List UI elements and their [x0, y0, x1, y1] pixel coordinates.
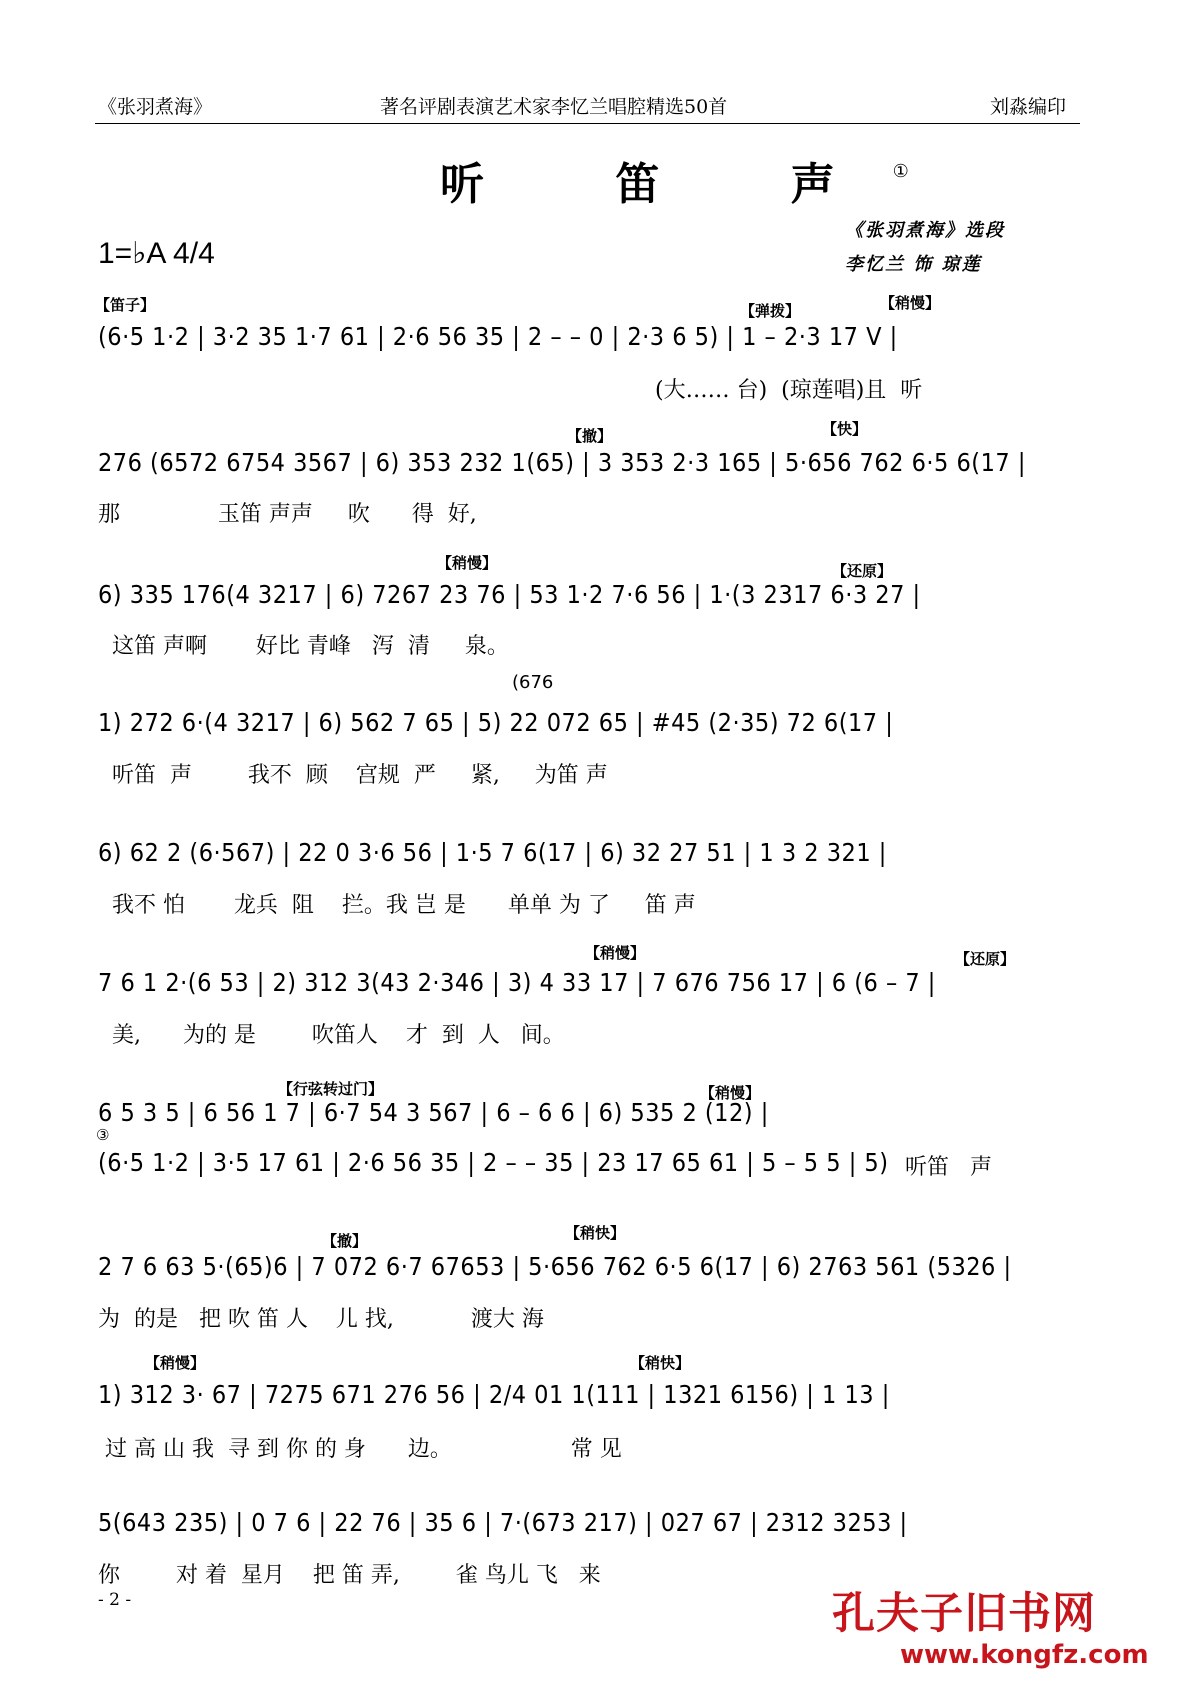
notation-line: 276 (6572 6754 3567 | 6) 353 232 1(65) | 3 353 2·3 165 | 5·656 762 6·5 6(17 | [98, 448, 1026, 477]
ornament-mark: (676 [512, 672, 554, 693]
tempo-mark: 【稍快】 [565, 1224, 626, 1242]
lyrics-line: (大…… 台) (琼莲唱)且 听 [655, 378, 923, 403]
tempo-mark: 【弹拨】 [740, 302, 801, 320]
watermark-url: www.kongfz.com [900, 1640, 1149, 1670]
notation-line: 6) 335 176(4 3217 | 6) 7267 23 76 | 53 1·2 7·6 56 | 1·(3 2317 6·3 27 | [98, 580, 921, 609]
header-right: 刘淼编印 [990, 96, 1067, 118]
header-left: 《张羽煮海》 [98, 96, 213, 118]
notation-line: 1) 272 6·(4 3217 | 6) 562 7 65 | 5) 22 072 65 | #45 (2·35) 72 6(17 | [98, 708, 894, 737]
source-line-1: 《张羽煮海》选段 [845, 220, 1005, 241]
notation-line: 2 7 6 63 5·(65)6 | 7 072 6·7 67653 | 5·656 762 6·5 6(17 | 6) 2763 561 (5326 | [98, 1252, 1012, 1281]
lyrics-line: 听笛 声 [905, 1155, 992, 1180]
title-footnote: ① [892, 161, 909, 182]
instrument-mark: 【笛子】 [95, 296, 156, 314]
lyrics-line: 那 玉笛 声声 吹 得 好, [98, 502, 477, 527]
tempo-mark: 【稍快】 [630, 1354, 691, 1372]
lyrics-line: 美, 为的 是 吹笛人 才 到 人 间。 [98, 1023, 565, 1048]
notation-line: 7 6 1 2·(6 53 | 2) 312 3(43 2·346 | 3) 4 33 17 | 7 676 756 17 | 6 (6 – 7 | [98, 968, 936, 997]
tempo-mark: 【稍慢】 [880, 294, 941, 312]
notation-line: 6 5 3 5 | 6 56 1 7 | 6·7 54 3 567 | 6 – 6 6 | 6) 535 2 (12) | [98, 1098, 769, 1127]
lyrics-line: 你 对 着 星月 把 笛 弄, 雀 鸟儿 飞 来 [98, 1563, 601, 1588]
tempo-mark: 【稍慢】 [145, 1354, 206, 1372]
tempo-mark: 【撤】 [567, 427, 613, 445]
tempo-mark: 【还原】 [832, 562, 893, 580]
source-line-2: 李忆兰 饰 琼莲 [845, 254, 982, 275]
tempo-mark: 【稍慢】 [585, 944, 646, 962]
lyrics-line: 我不 怕 龙兵 阻 拦。我 岂 是 单单 为 了 笛 声 [98, 893, 696, 918]
page-number: - 2 - [98, 1590, 132, 1610]
notation-line: 5(643 235) | 0 7 6 | 22 76 | 35 6 | 7·(673 217) | 027 67 | 2312 3253 | [98, 1508, 908, 1537]
tempo-mark: 【撤】 [322, 1232, 368, 1250]
header-rule [95, 123, 1080, 124]
notation-line: (6·5 1·2 | 3·2 35 1·7 61 | 2·6 56 35 | 2 – – 0 | 2·3 6 5) | 1 – 2·3 17 V | [98, 322, 898, 351]
lyrics-line: 听笛 声 我不 顾 宫规 严 紧, 为笛 声 [98, 763, 608, 788]
tempo-mark: 【行弦转过门】 [278, 1080, 384, 1098]
tempo-mark: 【还原】 [955, 950, 1016, 968]
watermark-name: 孔夫子旧书网 [832, 1589, 1096, 1639]
page-title: 听 笛 声① [440, 159, 909, 210]
key-signature: 1=♭A 4/4 [98, 237, 215, 270]
header-center: 著名评剧表演艺术家李忆兰唱腔精选50首 [380, 96, 728, 118]
notation-line: 1) 312 3· 67 | 7275 671 276 56 | 2/4 01 1(111 | 1321 6156) | 1 13 | [98, 1380, 890, 1409]
lyrics-line: 这笛 声啊 好比 青峰 泻 清 泉。 [98, 634, 509, 659]
tempo-mark: 【快】 [822, 420, 868, 438]
notation-line: (6·5 1·2 | 3·5 17 61 | 2·6 56 35 | 2 – – 35 | 23 17 65 61 | 5 – 5 5 | 5) [98, 1148, 889, 1177]
lyrics-line: 为 的是 把 吹 笛 人 儿 找, 渡大 海 [98, 1307, 544, 1332]
tempo-mark: 【稍慢】 [700, 1084, 761, 1102]
tempo-mark: 【稍慢】 [437, 554, 498, 572]
notation-line: 6) 62 2 (6·567) | 22 0 3·6 56 | 1·5 7 6(17 | 6) 32 27 51 | 1 3 2 321 | [98, 838, 887, 867]
footnote-mark: ③ [96, 1126, 110, 1144]
lyrics-line: 过 高 山 我 寻 到 你 的 身 边。 常 见 [98, 1437, 622, 1462]
